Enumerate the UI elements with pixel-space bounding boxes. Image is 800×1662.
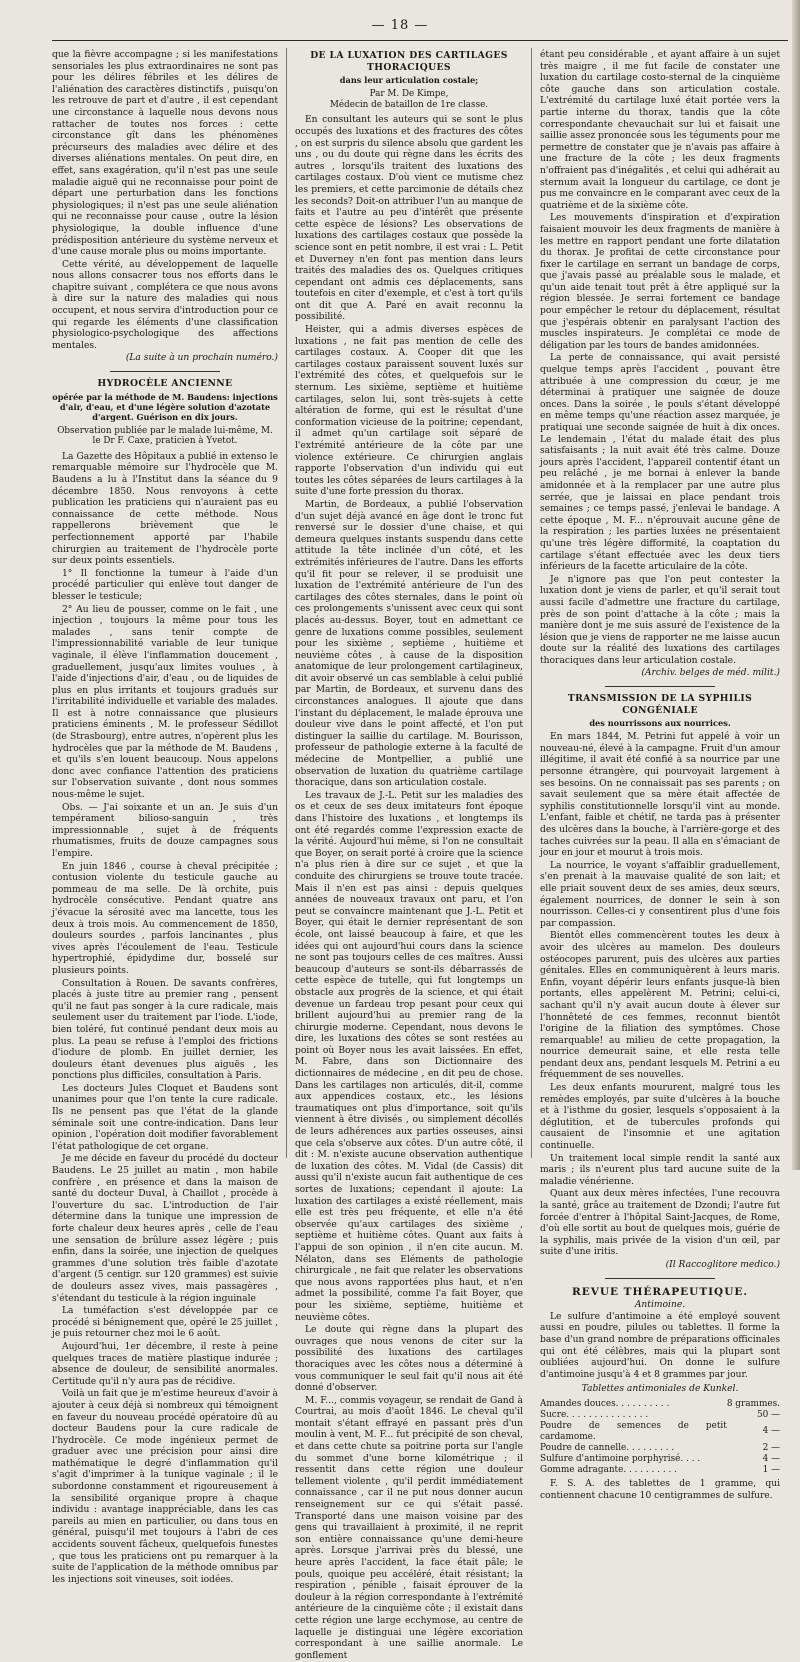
article-title: DE LA LUXATION DES CARTILAGES THORACIQUES [310,50,508,73]
column-separator [531,48,532,1158]
paragraph: 1° Il fonctionne la tumeur à l'aide d'un procédé particulier qui enlève tout danger de blesser le testicule; [52,568,278,602]
recipe-row [540,1465,780,1476]
paragraph: étant peu considérable , et ayant affaire à un sujet très maigre , il me fut facile de constater une luxation du cartilage costo-sternal de la cinquième côte gauche dans son articulation costale. L'extrémité du cartilage luxé était portée vers la partie interne du thorax, tandis que la côte correspondante chevauchait sur lui et faisait une saillie assez prononcée sous les téguments pour me permettre de constater que je n'avais pas affaire à une fracture de la côte ; les deux fragments n'offraient pas d'inégalités , et celui qui adhérait au sternum avait la longueur du cartilage, ce dont je pus me convaincre en le comparant avec ceux de la quatrième et de la sixième côte. [540,50,780,211]
paragraph: Bientôt elles commencèrent toutes les deux à avoir des ulcères au mamelon. Des douleurs ostéocopes parurent, puis des ulcères aux parties génitales. Elles en communiquèrent à leurs maris. Enfin, voyant dépérir leurs enfants jusque-là bien portants, elles appelèrent M. Petrini; celui-ci, sachant qu'il n'y avait aucun doute à élever sur l'honnêteté de ces femmes, reconnut bientôt l'origine de la filiation des symptômes. Chose remarquable! au milieu de cette propagation, la nourrice demeurait saine, et elle resta telle pendant deux ans, pendant lesquels M. Petrini a eu fréquemment de ses nouvelles. [540,931,780,1081]
section-divider [605,1278,715,1279]
paragraph: Je n'ignore pas que l'on peut contester la luxation dont je viens de parler, et qu'il serait tout aussi facile d'admettre une fracture du cartilage, près de son point d'attache à la côte ; mais la manière dont je me suis assuré de l'existence de la lésion que je viens de rapporter ne me laisse aucun doute sur la réalité des luxations des cartilages thoraciques dans leur articulation costale. [540,574,780,666]
paragraph: Martin, de Bordeaux, a publié l'observation d'un sujet déjà avancé en âge dont le tronc fut renversé sur le dossier d'une chaise, et qui demeura quelques instants suspendu dans cette attitude la tête inclinée d'un côté, et les extrémités inférieures de l'autre. Dans les efforts qu'il fit pour se relever, il se produisit une luxation de l'extrémité antérieure de l'un des cartilages des côtes sternales, dans le point où ces prolongements s'unissent avec ceux qui sont placés au-dessus. Boyer, tout en admettant ce genre de luxations comme possibles, seulement pour les sixième , septième , huitième et neuvième côtes , à cause de la disposition anatomique de leur prolongement cartilagineux, dit avoir observé un cas semblable à celui publié par Martin, de Bordeaux, et survenu dans des circonstances analogues. Il ajoute que dans l'instant du déplacement, le malade éprouva une douleur vive dans le point affecté, et l'on put distinguer la saillie du cartilage. M. Bourisson, professeur de pathologie externe à la faculté de médecine de Montpellier, a publié une observation de luxation du quatrième cartilage thoracique, dans son articulation costale. [295,499,523,789]
article-title: HYDROCÈLE ANCIENNE [97,378,233,390]
article-byline: Observation publiée par le malade lui-même, M. le Dr F. Caxe, praticien à Yvetot. [57,425,273,447]
article-subtitle: des nourrissons aux nourrices. [589,718,731,729]
paragraph: En consultant les auteurs qui se sont le plus occupés des luxations et des fractures des côtes , on est surpris du silence absolu que gardent les uns , ou du doute qui règne dans les écrits des autres , lorsqu'ils traitent des luxations des cartilages costaux. D'où vient ce mutisme chez les premiers, et cette parcimonie de détails chez les seconds? Doit-on attribuer l'un au manque de faits et l'autre au peu d'intérêt que présente cette espèce de lésions? Les observations de luxations des cartilages costaux que possède la science sont en petit nombre, il est vrai : L. Petit et Duverney n'en font pas mention dans leurs traités des maladies des os. Quelques critiques cependant ont admis ces déplacements, sans toutefois en citer d'exemple, et c'est à tort qu'ils ont dit que A. Paré en avait reconnu la possibilité. [295,115,523,323]
column-separator [286,48,287,1158]
paragraph: En mars 1844, M. Petrini fut appelé à voir un nouveau-né, élevé à la campagne. Fruit d'un amour illégitime, il avait été confié à sa nourrice par une personne étrangère, qui pourvoyait largement à ses besoins. On ne connaissait pas ses parents ; on savait seulement que sa mère était affectée de syphilis constitutionnelle lorsqu'il vint au monde. L'enfant, faible et chétif, ne tarda pas à présenter des ulcères dans la bouche, à l'arrière-gorge et des taches cuivrées sur la peau. Il alla en s'émaciant de jour en jour et mourut à trois mois. [540,732,780,859]
paragraph: La nourrice, le voyant s'affaiblir graduellement, s'en prenait à la mauvaise qualité de son lait; et elle priait souvent deux de ses amies, deux sœurs, également nourrices, de donner le sein à son nourrisson. Celles-ci y consentirent plus d'une fois par compassion. [540,860,780,929]
recipe-ingredient: Gomme adragante. . . . . . . . . . [540,1464,677,1475]
paragraph: Les travaux de J.-L. Petit sur les maladies des os et ceux de ses deux imitateurs font époque dans l'histoire des luxations , et longtemps ils ont été regardés comme l'expression exacte de la vérité. Aujourd'hui même, si l'on ne consultait que Boyer, on serait porté à croire que la science n'a plus rien à dire sur ce sujet , et que la conduite des chirurgiens se trouve toute tracée. Mais il n'en est pas ainsi : depuis quelques années de nouveaux travaux ont paru, et l'on peut se convaincre maintenant que J.-L. Petit et Boyer, qui était le dernier représentant de son école, ont laissé beaucoup à faire, et que les idées qui ont aujourd'hui cours dans la science ne sont pas toujours celles de ces maîtres. Aussi beaucoup d'auteurs se sont-ils débarrassés de cette espèce de tutelle, qui fut longtemps un obstacle aux progrès de la science, et qui était devenue un fardeau trop pesant pour ceux qui brillent aujourd'hui au premier rang de la chirurgie moderne. Cependant, nous devons le dire, les luxations des côtes se sont restées au point où Boyer nous les avait laissées. En effet, M. Fabre, dans son Dictionnaire des dictionnaires de médecine , en dit peu de chose. Dans les cartilages non articulés, dit-il, comme aux appendices costaux, etc., les lésions traumatiques ont plus d'importance, soit qu'ils viennent à être divisés , ou simplement décollés de leurs adhérences aux parties osseuses, ainsi que cela s'observe aux côtes. D'un autre côté, il dit : M. n'existe aucune observation authentique de luxation des côtes. M. Vidal (de Cassis) dit aussi qu'il n'existe aucun fait authentique de ces sortes de luxations; cependant il ajoute: La luxation des cartilages a existé réellement, mais elle est très peu fréquente, et elle n'a été observée qu'aux cartilages des sixième , septième et huitième côtes. Quant aux faits à l'appui de son opinion , il n'en cite aucun. M. Nélaton, dans ses Eléments de pathologie chirurgicale , ne fait que relater les observations que nous avons rapportées plus haut, et n'en admet la possibilité, comme l'a fait Boyer, que pour les sixième, septième, huitième et neuvième côtes. [295,790,523,1323]
recipe-ingredient: Poudre de semences de petit cardamome. [540,1420,727,1442]
paragraph: Heister, qui a admis diverses espèces de luxations , ne fait pas mention de celle des cartilages costaux. A. Cooper dit que les cartilages costaux paraissent souvent luxés sur l'extrémité des côtes, et quelquefois sur le sternum. Les sixième, septième et huitième cartilages, selon lui, sont très-sujets à cette altération de forme, qui est le résultat d'une conformation vicieuse de la poitrine; cependant, il admet qu'un cartilage soit séparé de l'extrémité antérieure de la côte par une violence extérieure. Ce chirurgien anglais rapporte l'observation d'un individu qui eut toutes les côtes séparées de leurs cartilages à la suite d'une forte pression du thorax. [295,325,523,498]
recipe-row [540,1454,780,1465]
header-rule [52,40,788,41]
article-title: TRANSMISSION DE LA SYPHILIS CONGÉNIALE [567,693,753,716]
recipe-ingredient: Sulfure d'antimoine porphyrisé. . . . [540,1453,701,1464]
recipe-quantity: 2 — [762,1442,780,1453]
article-byline: Par M. De Kimpe, [369,89,449,100]
source-citation: (Archiv. belges de méd. milit.) [641,668,780,679]
recipe-quantity: 8 grammes. [726,1398,780,1409]
paragraph: La tuméfaction s'est développée par ce procédé si bénignement que, opéré le 25 juillet , je puis retourner chez moi le 6 août. [52,1306,278,1340]
paragraph: En juin 1846 , course à cheval précipitée ; contusion violente du testicule gauche au pommeau de ma selle. De là orchite, puis hydrocèle consécutive. Pendant quatre ans j'évacue la sérosité avec ma lancette, tous les deux à trois mois. Au commencement de 1850, douleurs sourdes , parfois lancinantes , plus vives après l'écoulement de l'eau. Testicule hypertrophié, épidydime dur, bosselé sur plusieurs points. [52,861,278,976]
paragraph: Quant aux deux mères infectées, l'une recouvra la santé, grâce au traitement de Dzondi; l'autre fut forcée d'entrer à l'hôpital Saint-Jacques, de Rome, d'où elle sortit au bout de quelques mois, guérie de la syphilis, mais privée de la vision d'un œil, par suite d'une iritis. [540,1189,780,1258]
recipe-quantity: 4 — [762,1426,780,1437]
paragraph: Les docteurs Jules Cloquet et Baudens sont unanimes pour que l'on tente la cure radicale. Ils ne pensent pas que l'état de la glande séminale soit une contre-indication. Dans leur opinion , l'opération doit modifier favorablement l'état pathologique de cet organe. [52,1083,278,1152]
continuation-note: (La suite à un prochain numéro.) [125,353,278,364]
recipe-quantity: 50 — [757,1409,780,1420]
source-citation: (Il Raccoglitore medico.) [665,1259,780,1270]
recipe-table [540,1399,780,1476]
section-divider [605,686,715,687]
paragraph: La perte de connaissance, qui avait persisté quelque temps après l'accident , pouvant être attribuée à une compression du cœur, je me déterminai à pratiquer une saignée de douze onces. Dans la soirée , le pouls s'étant développé en même temps qu'une réaction assez marquée, je pratiquai une seconde saignée de huit à dix onces. Le lendemain , l'état du malade était des plus satisfaisants ; la nuit avait été très calme. Douze jours après l'accident, l'appareil contentif étant un peu relâché , je me bornai à enlever la bande amidonnée et à la remplacer par une autre plus serrée, que je laissai en place pendant trois semaines ; ce temps passé, j'enlevai le bandage. A cette époque , M. F... n'éprouvait aucune gêne de la respiration ; les parties luxées ne présentaient qu'une très légère difformité, la coaptation du cartilage s'étant effectuée avec les deux tiers inférieurs de la facette articulaire de la côte. [540,353,780,573]
paragraph: 2° Au lieu de pousser, comme on le fait , une injection , toujours la même pour tous les malades , sans tenir compte de l'impressionnabilité variable de leur tunique vaginale, il élève l'inflammation doucement , graduellement, jusqu'aux limites voulues , à l'aide d'injections d'air, d'eau , ou de liquides de plus en plus irritants et toujours gradués sur l'irritabilité individuelle et variable des malades. Il est à notre connaissance que plusieurs praticiens éminents , M. le professeur Sédillot (de Strasbourg), entre autres, n'opèrent plus les hydrocèles que par la méthode de M. Baudens , et qu'ils s'en louent beaucoup. Nous appelons donc avec confiance l'attention des praticiens sur l'observation suivante , dont nous sommes nous-même le sujet. [52,604,278,801]
recipe-ingredient: Amandes douces. . . . . . . . . . [540,1398,670,1409]
section-subtitle: Antimoine. [634,1300,686,1311]
paragraph: Obs. — J'ai soixante et un an. Je suis d'un tempérament bilioso-sanguin , très impressionnable , sujet à de fréquents rhumatismes, fruits de douze campagnes sous l'empire. [52,802,278,859]
paragraph: Cette vérité, au développement de laquelle nous allons consacrer tous nos efforts dans le chapitre suivant , complétera ce que nous avons à dire sur la nature des maladies qui nous occupent, et nous servira d'introduction pour ce qui regarde les éléments d'une classification physiologico-psychologique des affections mentales. [52,259,278,351]
paragraph: Le sulfure d'antimoine a été employé souvent aussi en poudre, pilules ou tablettes. Il forme la base d'un grand nombre de préparations officinales qui ont été célèbres, mais qui la plupart sont oubliées aujourd'hui. On donne le sulfure d'antimoine jusqu'à 4 et 8 grammes par jour. [540,1311,780,1380]
section-title: REVUE THÉRAPEUTIQUE. [571,1285,749,1298]
recipe-row [540,1421,780,1443]
article-subtitle: dans leur articulation costale; [339,75,479,86]
recipe-row [540,1443,780,1454]
paragraph: M. F..., commis voyageur, se rendait de Gand à Courtrai, au mois d'août 1846. Le cheval qu'il montait s'étant effrayé en passant près d'un moulin à vent, M. F... fut précipité de son cheval, et dans cette chute sa poitrine porta sur l'angle du sommet d'une borne kilométrique ; il ressentit dans cette région une douleur tellement violente , qu'il perdit immédiatement connaissance , car il ne put nous donner aucun renseignement sur ce qui s'était passé. Transporté dans une maison voisine par des gens qui travaillaient à proximité, il ne reprit son entière connaissance qu'une demi-heure après. Lorsque j'arrivai près du blessé, une heure après l'accident, la face était pâle; le pouls, quoique peu accéléré, était résistant; la respiration , pénible , faisait éprouver de la douleur à la région correspondante à l'extrémité antérieure de la cinquième côte ; il existait dans cette région une large ecchymose, au centre de laquelle je distinguai une légère excoriation correspondant à une saillie anormale. Le gonflement [295,1395,523,1661]
recipe-ingredient: Poudre de cannelle. . . . . . . . . [540,1442,675,1453]
column-right [540,50,780,1501]
paragraph: Un traitement local simple rendit la santé aux maris ; ils n'eurent plus tard aucune suite de la maladie vénérienne. [540,1153,780,1187]
article-byline-rank: Médecin de bataillon de 1re classe. [329,99,489,110]
paragraph: Aujourd'hui, 1er décembre, il reste à peine quelques traces de matière plastique indurée ; absence de douleur, de sensibilité anormales. Certitude qu'il n'y aura pas de récidive. [52,1341,278,1387]
article-subtitle: opérée par la méthode de M. Baudens: injections d'air, d'eau, et d'une légère solution d'azotate d'argent. Guérison en dix jours. [52,391,278,422]
page-binding-edge [792,0,800,1170]
paragraph: Le doute qui règne dans la plupart des ouvrages que nous venons de citer sur la possibilité des luxations des cartilages thoraciques avec les côtes nous a déterminé à vous communiquer le seul fait qu'il nous ait été donné d'observer. [295,1325,523,1394]
paragraph: que la fièvre accompagne ; si les manifestations sensoriales les plus extraordinaires ne sont pas pour les délires fébriles et les délires de l'aliénation des caractères distinctifs , puisqu'on les retrouve de part et d'autre , il est cependant une circonstance à laquelle nous devons nous rattacher de toutes nos forces : cette circonstance gît dans les phénomènes précurseurs des maladies avec délire et des diverses aliénations mentales. On peut dire, en effet, sans exagération, qu'il n'est pas une seule maladie aiguë qui ne reconnaisse pour point de départ une perturbation dans les fonctions physiologiques; il n'est pas une seule aliénation qui ne reconnaisse pour cause , outre la lésion physiologique, la double influence d'une prédisposition antérieure du système nerveux et d'une cause morale plus ou moins importante. [52,50,278,258]
section-divider [110,371,220,372]
paragraph: Les mouvements d'inspiration et d'expiration faisaient mouvoir les deux fragments de manière à les mettre en rapport pendant une forte dilatation du thorax. Je profitai de cette circonstance pour fixer le cartilage en serrant un bandage de corps, que j'avais passé au préalable sous le malade, et qu'un aide tenait tout prêt à être appliqué sur la région blessée. Je serrai fortement ce bandage pour empêcher le retour du déplacement, résultat que j'espérais obtenir en paralysant l'action des muscles inspirateurs. Je complétai ce mode de déligation par les tours de bandes amidonnées. [540,213,780,351]
recipe-quantity: 1 — [762,1464,780,1475]
column-left [52,50,278,1585]
paragraph: Je me décide en faveur du procédé du docteur Baudens. Le 25 juillet au matin , mon habile confrère , en présence et dans la maison de santé du docteur Duval, à Chaillot , procède à l'ouverture du sac. L'introduction de l'air détermine dans la tunique une impression de forte chaleur deux heures après , celle de l'eau une sensation de brûlure assez légère ; puis enfin, dans la soirée, une injection de quelques grammes d'une solution très faible d'azotate d'argent (5 centigr. sur 120 grammes) est suivie de douleurs assez vives, mais passagères , s'étendant du testicule à la région inguinale [52,1154,278,1304]
recipe-row [540,1410,780,1421]
recipe-title: Tablettes antimoniales de Kunkel. [581,1384,739,1395]
page-number: — 18 — [371,18,429,33]
paragraph: Voilà un fait que je m'estime heureux d'avoir à ajouter à ceux déjà si nombreux qui témoignent en faveur du nouveau procédé opératoire dû au docteur Baudens pour la cure radicale de l'hydrocèle. Ce mode ingénieux permet de graduer avec une précision pour ainsi dire mathématique le degré d'inflammation qu'il s'agit d'imprimer à la tunique vaginale ; il le subordonne constamment et rigoureusement à la sensibilité organique propre à chaque individu : avantage inappréciable, dans les cas pareils au mien en particulier, ou dans tous en général, puisqu'il met toujours à l'abri de ces accidents souvent fâcheux, quelquefois funestes , que tous les praticiens ont pu remarquer à la suite de l'application de la méthode omnibus par les injections soit vineuses, soit iodées. [52,1389,278,1585]
recipe-ingredient: Sucre. . . . . . . . . . . . . . . [540,1409,649,1420]
paragraph: La Gazette des Hôpitaux a publié in extenso le remarquable mémoire sur l'hydrocèle que M. Baudens a lu à l'Institut dans la séance du 9 décembre 1850. Nous renvoyons à cette publication les praticiens qui n'auraient pas eu connaissance de cette méthode. Nous rappellerons brièvement que le perfectionnement apporté par l'habile chirurgien au traitement de l'hydrocèle porte sur deux points essentiels. [52,451,278,567]
paragraph: Les deux enfants moururent, malgré tous les remèdes employés, par suite d'ulcères à la bouche et à l'isthme du gosier, lesquels s'opposaient à la déglutition, et de tubercules profonds qui causaient de l'insomnie et une agitation continuelle. [540,1083,780,1152]
paragraph: Consultation à Rouen. De savants confrères, placés à juste titre au premier rang , pensent qu'il ne faut pas songer à la cure radicale, mais seulement user du traitement par l'iode. L'iode, bien toléré, fut continué pendant deux mois au plus. La peau se refuse à l'emploi des frictions d'iodure de plomb. En juillet dernier, les douleurs étant devenues plus aiguës , les ponctions plus difficiles, consultation à Paris. [52,978,278,1082]
recipe-row [540,1399,780,1410]
paragraph: F. S. A. des tablettes de 1 gramme, qui contiennent chacune 10 centigrammes de sulfure. [540,1478,780,1501]
column-middle [295,50,523,1661]
recipe-quantity: 4 — [762,1453,780,1464]
